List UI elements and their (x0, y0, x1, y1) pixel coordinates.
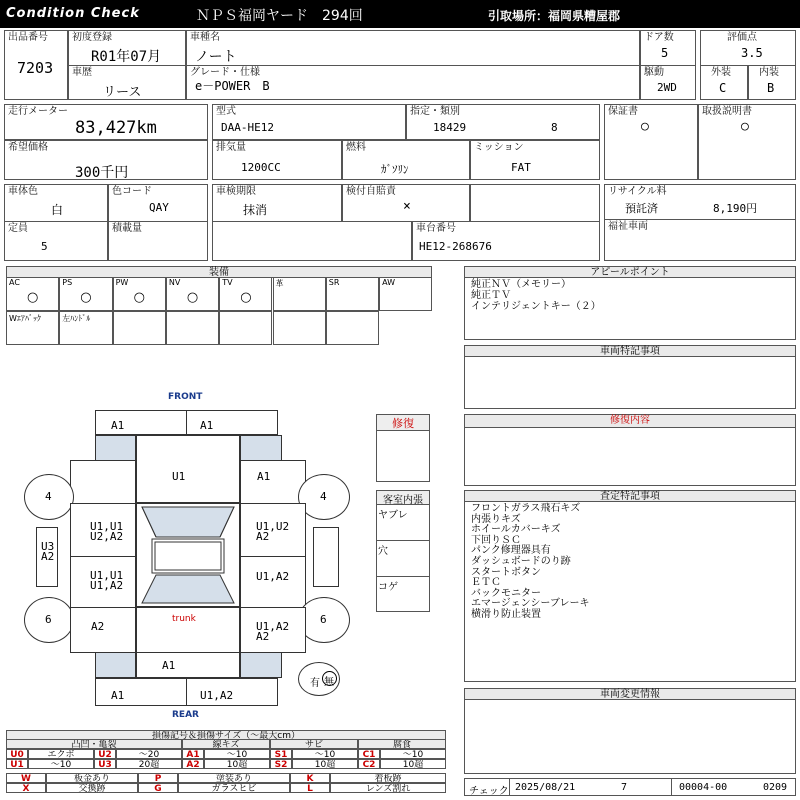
type-a-value: 18429 (433, 121, 467, 134)
chassis-value: HE12-268676 (419, 240, 492, 253)
color-label: 車体色 (8, 186, 38, 197)
inspector-note-line: ダッシュボードのり跡 (471, 555, 571, 567)
right-front-door-label-2: A2 (256, 530, 270, 543)
equipment-key: SR (328, 278, 340, 287)
equipment-value: ○ (186, 290, 199, 305)
equipment-cell (6, 277, 59, 311)
ext-value: C (719, 81, 727, 95)
inspector-notes-title: 査定特記事項 (464, 490, 796, 502)
left-side-label-2: A2 (41, 550, 55, 563)
front-label: FRONT (168, 392, 203, 402)
legend-grid (6, 739, 446, 796)
rear-panel-label: A1 (162, 659, 176, 672)
fuel-box (342, 140, 470, 180)
repair-box (376, 414, 430, 482)
legend-code: A2 (182, 759, 204, 769)
fuel-label: 燃料 (346, 142, 366, 153)
left-rear-wheel-label: 6 (45, 613, 52, 626)
history-value: リース (103, 85, 142, 100)
appeal-line: 純正ＴＶ (471, 290, 511, 301)
left-side-label-1: U3 (41, 540, 55, 553)
equipment-key: Wｴｱﾊﾞｯｸ (9, 314, 41, 323)
grade-value: e－POWER B (195, 79, 270, 93)
welfare-label: 福祉車両 (608, 221, 648, 232)
legend-mark-desc: 板金あり (46, 773, 138, 783)
color-code-label: 色コード (112, 186, 152, 197)
front-right-label: A1 (200, 419, 214, 432)
equipment-cell (326, 311, 379, 345)
legend-desc: 〜20 (116, 749, 182, 759)
equipment-value: ○ (133, 290, 145, 305)
chassis-box (412, 221, 600, 261)
hood-corner-right (240, 435, 282, 461)
chassis-label: 車台番号 (416, 223, 456, 234)
inspector-note-line: エマージェンシーブレーキ (471, 598, 590, 610)
car-name-value: ノート (195, 49, 237, 65)
special-notes-box (464, 345, 796, 409)
lot-number: 7203 (17, 59, 54, 77)
legend-mark-desc: レンズ割れ (330, 783, 446, 793)
left-quarter-label: A2 (91, 620, 105, 633)
score-label: 評価点 (727, 32, 757, 43)
model-label: 型式 (216, 106, 236, 117)
right-quarter-label-2: A2 (256, 630, 270, 643)
repair-detail-title: 修復内容 (464, 414, 796, 428)
recycle-status: 預託済 (625, 202, 658, 215)
legend-desc: 20超 (116, 759, 182, 769)
equipment-key: 左ﾊﾝﾄﾞﾙ (62, 314, 91, 323)
left-front-door-label-1: U1,U1 (90, 520, 124, 533)
legend-group-header: 線キズ (182, 739, 270, 749)
pickup-location: 引取場所：福岡県糟屋郡 (488, 9, 621, 23)
header-bar (0, 0, 800, 28)
equipment-key: AW (382, 278, 396, 287)
legend-mark-desc: ガラスヒビ (178, 783, 290, 793)
left-rear-door-label-1: U1,U1 (90, 569, 124, 582)
legend-group-header: サビ (270, 739, 358, 749)
legend-desc: 10超 (380, 759, 446, 769)
check-date: 2025/08/21 (515, 782, 576, 793)
hood-panel (136, 435, 240, 503)
special-notes-title: 車両特記事項 (464, 345, 796, 357)
equipment-key: PS (62, 278, 73, 287)
equipment-cell (219, 277, 272, 311)
legend-group-header: 凸凹・亀裂 (6, 739, 182, 749)
ext-label: 外装 (711, 67, 731, 78)
legend-desc: 10超 (204, 759, 270, 769)
legend-title: 損傷記号＆損傷サイズ（〜最大cm） (6, 730, 446, 740)
inspection-box (212, 184, 342, 222)
front-left-label: A1 (111, 419, 125, 432)
interior-item-1: ヤブレ (377, 505, 429, 541)
capacity-value: 5 (41, 240, 48, 253)
rear-panel (136, 652, 240, 678)
inspector-note-line: ホイールカバーキズ (471, 524, 561, 536)
car-name-box (186, 30, 640, 66)
recycle-label: リサイクル料 (608, 186, 667, 197)
rear-corner-right (240, 652, 282, 678)
legend-mark-code: P (138, 773, 178, 783)
repair-detail-box (464, 414, 796, 486)
legend-desc: 10超 (292, 759, 358, 769)
legend-code: U0 (6, 749, 28, 759)
warranty-value: ○ (641, 119, 649, 134)
legend-mark-desc: 交換跡 (46, 783, 138, 793)
type-box (406, 104, 600, 140)
manual-label: 取扱説明書 (702, 106, 752, 117)
doors-box (640, 30, 696, 66)
legend-code: U3 (94, 759, 116, 769)
manual-box (698, 104, 796, 180)
grade-label: グレード・仕様 (190, 67, 260, 78)
load-box (108, 221, 208, 261)
legend-desc: 〜10 (380, 749, 446, 759)
smoking-no: 無 (324, 677, 334, 688)
equipment-cell (113, 311, 166, 345)
inspector-note-line: パンク修理器具有 (471, 545, 551, 557)
legend-code: S2 (270, 759, 292, 769)
inspector-note-line: バックモニター (471, 587, 541, 599)
lot-box (4, 30, 68, 100)
load-label: 積載量 (112, 223, 142, 234)
hood-corner-left (95, 435, 136, 461)
equipment-cell (379, 277, 432, 311)
odometer-label: 走行メーター (8, 106, 68, 117)
warranty-box (604, 104, 698, 180)
auction-event: ＮＰＳ福岡ヤード 294回 (196, 8, 363, 24)
fuel-value: ｶﾞｿﾘﾝ (381, 163, 409, 176)
inspector-note-line: フロントガラス飛石キズ (471, 503, 581, 514)
color-code-value: QAY (149, 201, 169, 214)
right-fender-label: A1 (257, 470, 271, 483)
check-footer (464, 778, 796, 796)
blank-box-1 (470, 184, 600, 222)
right-side-box (313, 527, 339, 587)
type-label: 指定・類別 (410, 106, 460, 117)
right-front-wheel-label: 4 (320, 490, 327, 503)
right-front-fender (240, 460, 306, 504)
damage-legend (6, 730, 446, 796)
mission-label: ミッション (474, 142, 524, 153)
legend-group-header: 腐食 (358, 739, 446, 749)
insurance-box (342, 184, 470, 222)
cc-box (212, 140, 342, 180)
model-box (212, 104, 406, 140)
drive-value: 2WD (657, 81, 677, 94)
left-front-fender (70, 460, 136, 504)
doors-label: ドア数 (644, 32, 674, 43)
check-label: チェック (469, 786, 509, 797)
legend-mark-desc: 着板跡 (330, 773, 446, 783)
appeal-line: 純正ＮＶ（メモリー） (471, 279, 571, 290)
drive-label: 駆動 (644, 67, 664, 78)
lot-label: 出品番号 (8, 32, 48, 43)
first-reg-label: 初度登録 (72, 32, 112, 43)
blank-box-2 (212, 221, 412, 261)
legend-code: C2 (358, 759, 380, 769)
inspection-label: 車検期限 (216, 186, 256, 197)
cc-label: 排気量 (216, 142, 246, 153)
footer-code-2: 0209 (763, 782, 788, 793)
legend-code: C1 (358, 749, 380, 759)
appeal-box (464, 266, 796, 340)
score-box (700, 30, 796, 66)
warranty-label: 保証書 (608, 106, 638, 117)
trunk-label: trunk (172, 614, 196, 624)
right-front-door-label-1: U1,U2 (256, 520, 290, 533)
type-b-value: 8 (551, 121, 558, 134)
equipment-value: ○ (240, 290, 252, 305)
rear-label: REAR (172, 710, 199, 720)
legend-code: U1 (6, 759, 28, 769)
inspector-note-line: ＥＴＣ (471, 577, 501, 589)
drive-box (640, 65, 696, 100)
check-number: 7 (621, 782, 628, 793)
equipment-key: 革 (275, 279, 284, 288)
int-value: B (767, 81, 775, 95)
ext-box (700, 65, 748, 100)
appeal-lines (471, 279, 601, 312)
model-value: DAA-HE12 (221, 121, 274, 134)
change-info-box (464, 688, 796, 774)
footer-code-1: 00004-00 (679, 782, 728, 793)
equipment-value: ○ (80, 290, 92, 305)
left-rear-door-label-2: U1,A2 (90, 579, 124, 592)
equipment-cell (59, 311, 112, 345)
legend-code: U2 (94, 749, 116, 759)
change-info-title: 車両変更情報 (464, 688, 796, 700)
inspector-notes-lines (471, 504, 589, 621)
inspector-note-line: スタートボタン (471, 566, 541, 578)
interior-title: 客室内張 (377, 491, 429, 505)
int-box (748, 65, 796, 100)
car-name-label: 車種名 (190, 32, 220, 43)
legend-code: S1 (270, 749, 292, 759)
legend-mark-code: G (138, 783, 178, 793)
manual-value: ○ (741, 119, 749, 134)
color-box (4, 184, 108, 222)
mission-box (470, 140, 600, 180)
rear-bumper-left (95, 678, 187, 706)
rear-corner-left (95, 652, 136, 678)
left-front-wheel-label: 4 (45, 490, 52, 503)
int-label: 内装 (759, 67, 779, 78)
odometer-value: 83,427km (75, 118, 157, 138)
legend-mark-code: X (6, 783, 46, 793)
insurance-label: 検付自賠責 (346, 186, 396, 197)
equipment-value: ○ (27, 290, 39, 305)
front-bumper-left (95, 410, 187, 435)
inspector-notes-box (464, 490, 796, 682)
capacity-box (4, 221, 108, 261)
capacity-label: 定員 (8, 223, 28, 234)
equipment-key: PW (115, 278, 129, 287)
equipment-title: 装備 (209, 267, 229, 278)
doors-value: 5 (661, 46, 669, 60)
cabin-glass (136, 503, 240, 607)
equipment-cell (113, 277, 166, 311)
first-reg-box (68, 30, 186, 66)
color-code-box (108, 184, 208, 222)
rear-bumper-right-label: U1,A2 (200, 689, 234, 702)
equipment-cell (273, 277, 326, 311)
legend-mark-desc: 塗装あり (178, 773, 290, 783)
legend-desc: 〜10 (204, 749, 270, 759)
equipment-cell (273, 311, 326, 345)
equipment-cell (59, 277, 112, 311)
inspector-note-line: 内張りキズ (471, 513, 521, 525)
mission-value: FAT (511, 161, 531, 174)
inspector-note-line: 下回りＳＣ (471, 534, 521, 546)
equipment-cell (6, 311, 59, 345)
equipment-grid (6, 277, 432, 345)
equipment-cell (219, 311, 272, 345)
legend-mark-code: W (6, 773, 46, 783)
legend-desc: エクボ (28, 749, 94, 759)
inspector-note-line: 横滑り防止装置 (471, 608, 541, 620)
inspection-value: 抹消 (243, 203, 268, 217)
color-value: 白 (51, 203, 64, 217)
price-box (4, 140, 208, 180)
interior-item-3: コゲ (378, 582, 398, 593)
recycle-box (604, 184, 796, 220)
repair-title: 修復 (377, 415, 429, 431)
cc-value: 1200CC (241, 161, 281, 174)
legend-code: A1 (182, 749, 204, 759)
right-quarter-label-1: U1,A2 (256, 620, 290, 633)
legend-desc: 〜10 (292, 749, 358, 759)
appeal-title: アピールポイント (464, 266, 796, 278)
price-value: 300千円 (75, 165, 129, 181)
rear-bumper-left-label: A1 (111, 689, 125, 702)
smoking-yes: 有 (310, 678, 320, 689)
right-rear-door (240, 556, 306, 612)
equipment-key: TV (222, 278, 233, 287)
welfare-box (604, 219, 796, 261)
left-front-door-label-2: U2,A2 (90, 530, 124, 543)
legend-desc: 〜10 (28, 759, 94, 769)
history-label: 車歴 (72, 67, 92, 78)
recycle-amount: 8,190円 (713, 202, 758, 215)
right-rear-door-label: U1,A2 (256, 570, 290, 583)
score-value: 3.5 (741, 46, 763, 60)
equipment-key: AC (9, 278, 20, 287)
header-title: Condition Check (6, 6, 140, 21)
equipment-cell (166, 311, 219, 345)
equipment-cell (326, 277, 379, 311)
appeal-line: インテリジェントキー（２） (471, 301, 601, 312)
legend-mark-code: L (290, 783, 330, 793)
hood-label: U1 (172, 470, 186, 483)
right-rear-wheel-label: 6 (320, 613, 327, 626)
legend-mark-code: K (290, 773, 330, 783)
interior-item-2: 穴 (377, 541, 429, 577)
interior-box (376, 490, 430, 612)
grade-box (186, 65, 640, 100)
first-reg-value: R01年07月 (91, 49, 162, 65)
equipment-key: NV (168, 278, 181, 287)
history-box (68, 65, 186, 100)
price-label: 希望価格 (8, 142, 48, 153)
equipment-cell (166, 277, 219, 311)
footer-divider (671, 779, 672, 795)
insurance-value: × (403, 199, 411, 214)
odometer-box (4, 104, 208, 140)
footer-divider (509, 779, 510, 795)
